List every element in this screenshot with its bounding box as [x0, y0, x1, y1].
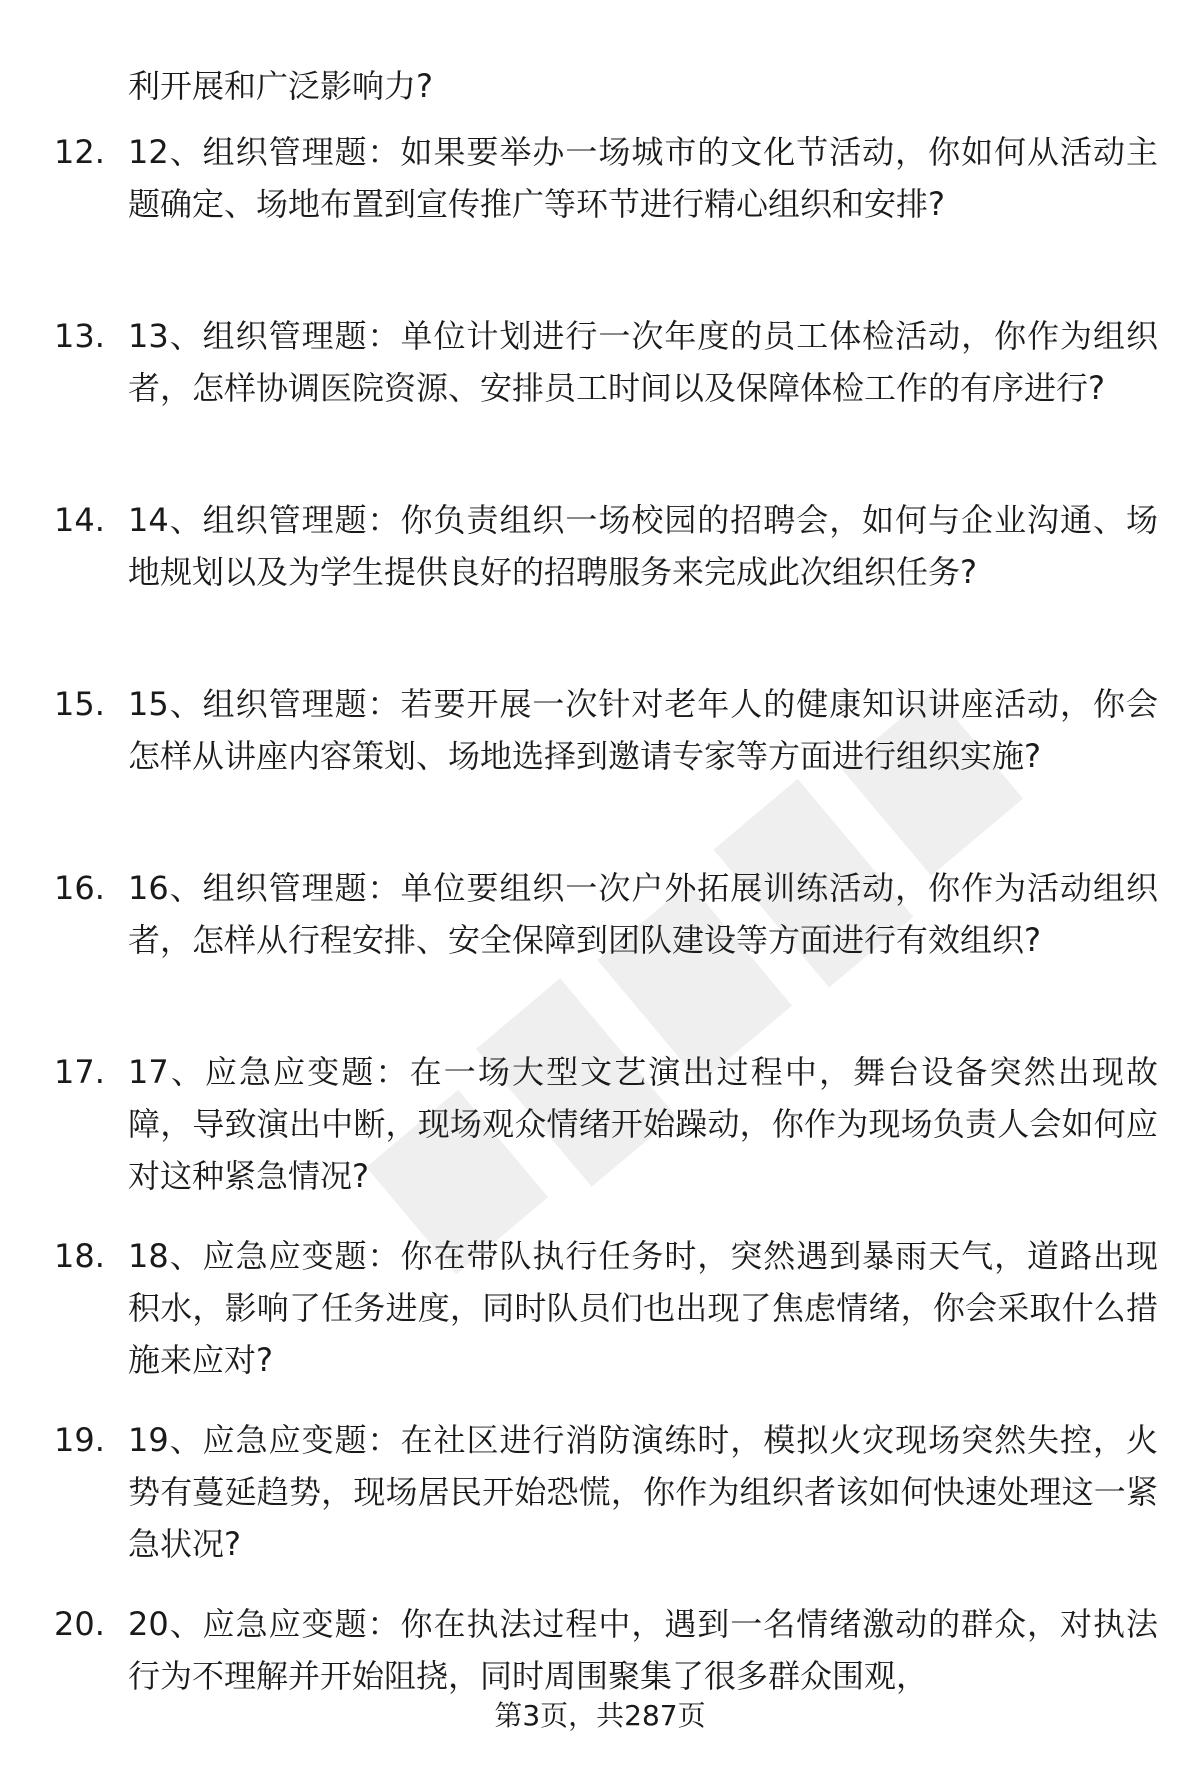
continuation-text: 利开展和广泛影响力? — [128, 67, 433, 105]
question-number: 17. — [54, 1053, 105, 1091]
question-text: 18、应急应变题：你在带队执行任务时，突然遇到暴雨天气，道路出现积水，影响了任务进度，同时队员们也出现了焦虑情绪，你会采取什么措施来应对? — [128, 1237, 1158, 1379]
question-item — [0, 1414, 1200, 1598]
question-text: 16、组织管理题：单位要组织一次户外拓展训练活动，你作为活动组织者，怎样从行程安排、安全保障到团队建设等方面进行有效组织? — [128, 869, 1158, 959]
question-number: 14. — [54, 501, 105, 539]
question-item — [0, 1598, 1200, 1782]
question-item — [0, 1046, 1200, 1230]
question-item — [0, 862, 1200, 1046]
question-item — [0, 1230, 1200, 1414]
question-text: 17、应急应变题：在一场大型文艺演出过程中，舞台设备突然出现故障，导致演出中断，现场观众情绪开始躁动，你作为现场负责人会如何应对这种紧急情况? — [128, 1053, 1158, 1195]
question-item — [0, 494, 1200, 678]
question-item — [0, 126, 1200, 310]
question-text: 14、组织管理题：你负责组织一场校园的招聘会，如何与企业沟通、场地规划以及为学生提供良好的招聘服务来完成此次组织任务? — [128, 501, 1158, 591]
question-text: 15、组织管理题：若要开展一次针对老年人的健康知识讲座活动，你会怎样从讲座内容策划、场地选择到邀请专家等方面进行组织实施? — [128, 685, 1158, 775]
question-number: 15. — [54, 685, 105, 723]
question-number: 18. — [54, 1237, 105, 1275]
question-number: 13. — [54, 317, 105, 355]
question-number: 20. — [54, 1605, 105, 1643]
question-text: 12、组织管理题：如果要举办一场城市的文化节活动，你如何从活动主题确定、场地布置到宣传推广等环节进行精心组织和安排? — [128, 133, 1158, 223]
question-text: 20、应急应变题：你在执法过程中，遇到一名情绪激动的群众，对执法行为不理解并开始阻挠，同时周围聚集了很多群众围观， — [128, 1605, 1158, 1695]
question-number: 12. — [54, 133, 105, 171]
question-item — [0, 678, 1200, 862]
question-text: 13、组织管理题：单位计划进行一次年度的员工体检活动，你作为组织者，怎样协调医院资源、安排员工时间以及保障体检工作的有序进行? — [128, 317, 1158, 407]
question-list — [0, 126, 1200, 1782]
question-number: 19. — [54, 1421, 105, 1459]
question-text: 19、应急应变题：在社区进行消防演练时，模拟火灾现场突然失控，火势有蔓延趋势，现场居民开始恐慌，你作为组织者该如何快速处理这一紧急状况? — [128, 1421, 1158, 1563]
question-number: 16. — [54, 869, 105, 907]
question-item — [0, 310, 1200, 494]
page-footer: 第3页，共287页 — [494, 1699, 706, 1732]
